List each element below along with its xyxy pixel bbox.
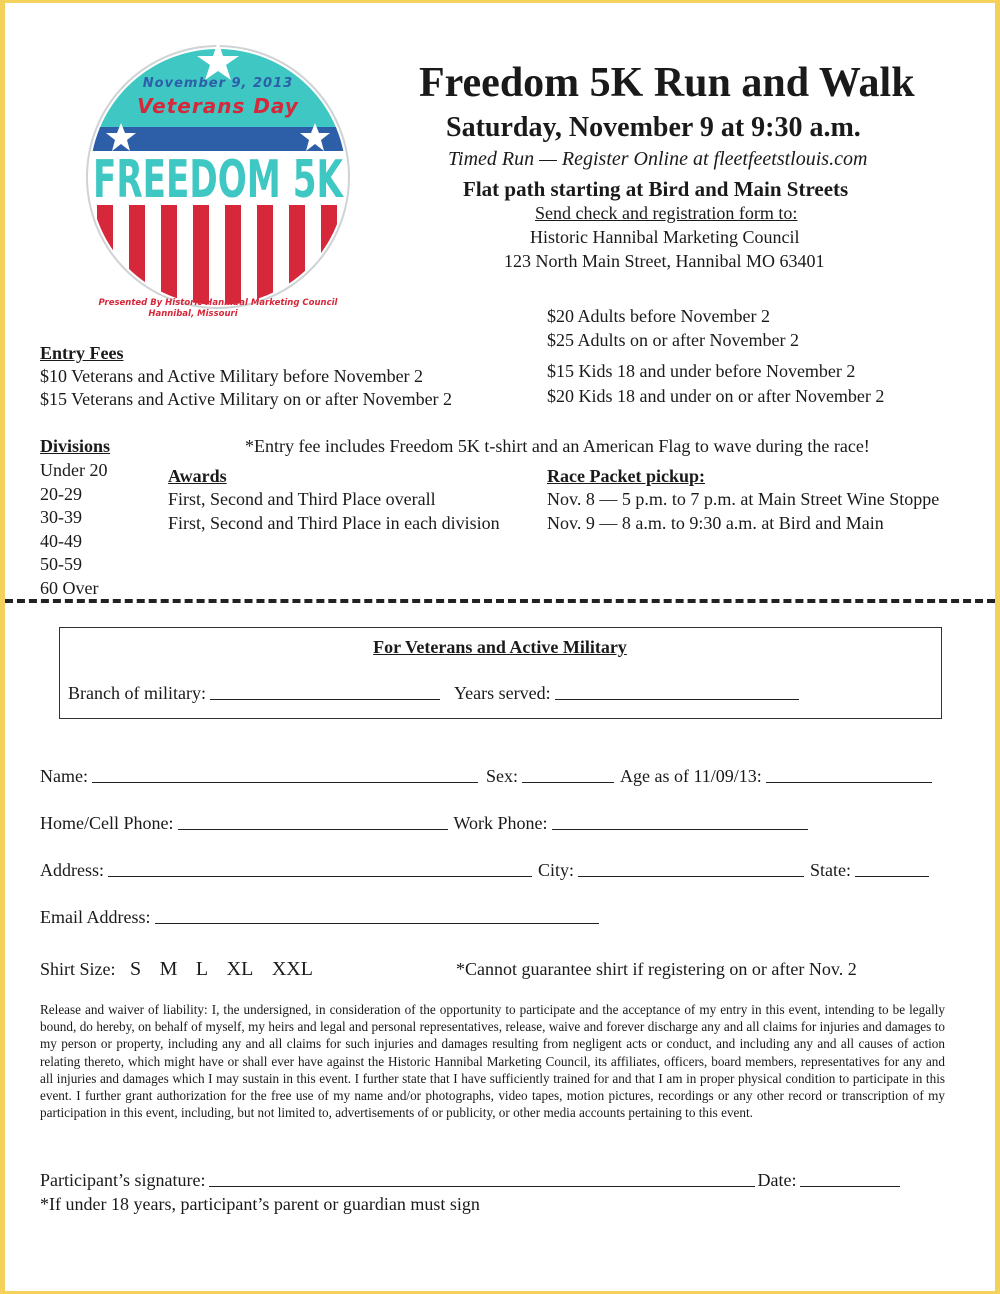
event-title: Freedom 5K Run and Walk — [419, 60, 915, 106]
awards-heading: Awards — [168, 466, 227, 486]
timed-run-note: Timed Run — Register Online at fleetfeetstlouis.com — [448, 148, 868, 170]
state-input[interactable] — [855, 860, 929, 877]
email-label: Email Address: — [40, 907, 151, 927]
address-row — [40, 859, 935, 881]
division-item: 20-29 — [40, 484, 82, 504]
address-label: Address: — [40, 860, 104, 880]
branch-input[interactable] — [210, 683, 440, 700]
cut-line-divider — [5, 599, 995, 603]
fees-left-1: $10 Veterans and Active Military before November 2 — [40, 366, 424, 386]
years-served-input[interactable] — [555, 683, 799, 700]
org-address: 123 North Main Street, Hannibal MO 63401 — [504, 251, 825, 271]
event-date-time: Saturday, November 9 at 9:30 a.m. — [446, 112, 861, 143]
work-phone-label: Work Phone: — [453, 813, 548, 833]
logo-banner: Veterans Day — [137, 94, 299, 118]
military-fields-row — [68, 682, 805, 704]
shirt-size-option[interactable]: M — [159, 958, 178, 980]
fees-right-2: $25 Adults on or after November 2 — [547, 330, 799, 350]
shirt-size-option[interactable]: S — [130, 958, 142, 980]
date-input[interactable] — [800, 1170, 900, 1187]
age-input[interactable] — [766, 766, 932, 783]
email-input[interactable] — [155, 907, 599, 924]
entry-fees-heading: Entry Fees — [40, 343, 124, 363]
signature-input[interactable] — [209, 1170, 755, 1187]
signature-label: Participant’s signature: — [40, 1170, 206, 1190]
packet-item: Nov. 9 — 8 a.m. to 9:30 a.m. at Bird and Main — [547, 513, 884, 533]
home-phone-input[interactable] — [178, 813, 448, 830]
sex-label: Sex: — [485, 766, 518, 786]
division-item: 50-59 — [40, 554, 82, 574]
fees-right-3: $15 Kids 18 and under before November 2 — [547, 361, 856, 381]
fees-left-2: $15 Veterans and Active Military on or after November 2 — [40, 389, 453, 409]
age-label: Age as of 11/09/13: — [620, 766, 762, 786]
org-name: Historic Hannibal Marketing Council — [530, 227, 800, 247]
years-served-label: Years served: — [453, 683, 551, 703]
military-heading: For Veterans and Active Military — [373, 637, 627, 657]
divisions-heading: Divisions — [40, 436, 111, 456]
email-row — [40, 906, 605, 928]
award-item: First, Second and Third Place in each division — [168, 513, 500, 533]
division-item: 40-49 — [40, 531, 82, 551]
shirt-size-option[interactable]: XL — [226, 958, 254, 980]
state-label: State: — [810, 860, 852, 880]
registration-form-page — [5, 3, 995, 1291]
phone-row — [40, 812, 814, 834]
packet-item: Nov. 8 — 5 p.m. to 7 p.m. at Main Street Wine Stoppe — [547, 489, 940, 509]
date-label: Date: — [757, 1170, 797, 1190]
division-item: 30-39 — [40, 507, 82, 527]
logo-presented-line2: Hannibal, Missouri — [148, 309, 238, 319]
shirt-size-row — [40, 958, 313, 980]
course-path: Flat path starting at Bird and Main Streets — [463, 177, 849, 201]
work-phone-input[interactable] — [552, 813, 808, 830]
division-item: 60 Over — [40, 578, 99, 598]
guardian-note: *If under 18 years, participant’s parent or guardian must sign — [40, 1194, 480, 1214]
home-phone-label: Home/Cell Phone: — [40, 813, 174, 833]
liability-waiver: Release and waiver of liability: I, the undersigned, in consideration of the opportunity to participate and the acceptance of my entry in this event, intending to be legally bound, do hereby, on behalf of myself, my heirs and legal and personal representatives, release, waive and forever discharge any and all claims for injuries and damages to my person or property, including any and all claims for such injuries and damages resulting from negligent acts or conduct, and including any and all causes of action relating thereto, which might have or shall ever have against the Historic Hannibal Marketing Council, its affiliates, officers, board members, representatives for any and all injuries and damages which I may sustain in this event. I further state that I have sufficiently trained for and that I am in proper physical condition to participate in this event. I further grant authorization for the free use of my name and/or photographs, video tapes, motion pictures, recordings or any other record or transcription of my participation in this event, including, but not limited to, advertisements of or publicity, or other media accounts pertaining to this event. — [40, 1002, 945, 1121]
signature-row — [40, 1169, 906, 1191]
logo-presented-line1: Presented By Historic Hannibal Marketing Council — [98, 298, 338, 308]
city-label: City: — [538, 860, 575, 880]
division-item: Under 20 — [40, 460, 108, 480]
award-item: First, Second and Third Place overall — [168, 489, 436, 509]
city-input[interactable] — [578, 860, 804, 877]
shirt-size-label: Shirt Size: — [40, 959, 116, 979]
fees-right-4: $20 Kids 18 and under on or after November 2 — [547, 386, 885, 406]
name-label: Name: — [40, 766, 88, 786]
fees-right-1: $20 Adults before November 2 — [547, 306, 770, 326]
freedom-5k-logo — [83, 37, 353, 327]
fee-includes-note: *Entry fee includes Freedom 5K t-shirt and an American Flag to wave during the race! — [245, 436, 870, 456]
branch-label: Branch of military: — [68, 683, 206, 703]
packet-heading: Race Packet pickup: — [547, 466, 705, 486]
address-input[interactable] — [108, 860, 532, 877]
logo-name: FREEDOM 5K — [93, 150, 345, 210]
logo-date: November 9, 2013 — [142, 76, 294, 91]
shirt-size-option[interactable]: XXL — [271, 958, 313, 980]
shirt-size-option[interactable]: L — [195, 958, 209, 980]
name-row — [40, 765, 938, 787]
name-input[interactable] — [92, 766, 478, 783]
sex-input[interactable] — [522, 766, 614, 783]
shirt-note: *Cannot guarantee shirt if registering on or after Nov. 2 — [456, 959, 857, 979]
send-to-label: Send check and registration form to: — [535, 203, 798, 223]
